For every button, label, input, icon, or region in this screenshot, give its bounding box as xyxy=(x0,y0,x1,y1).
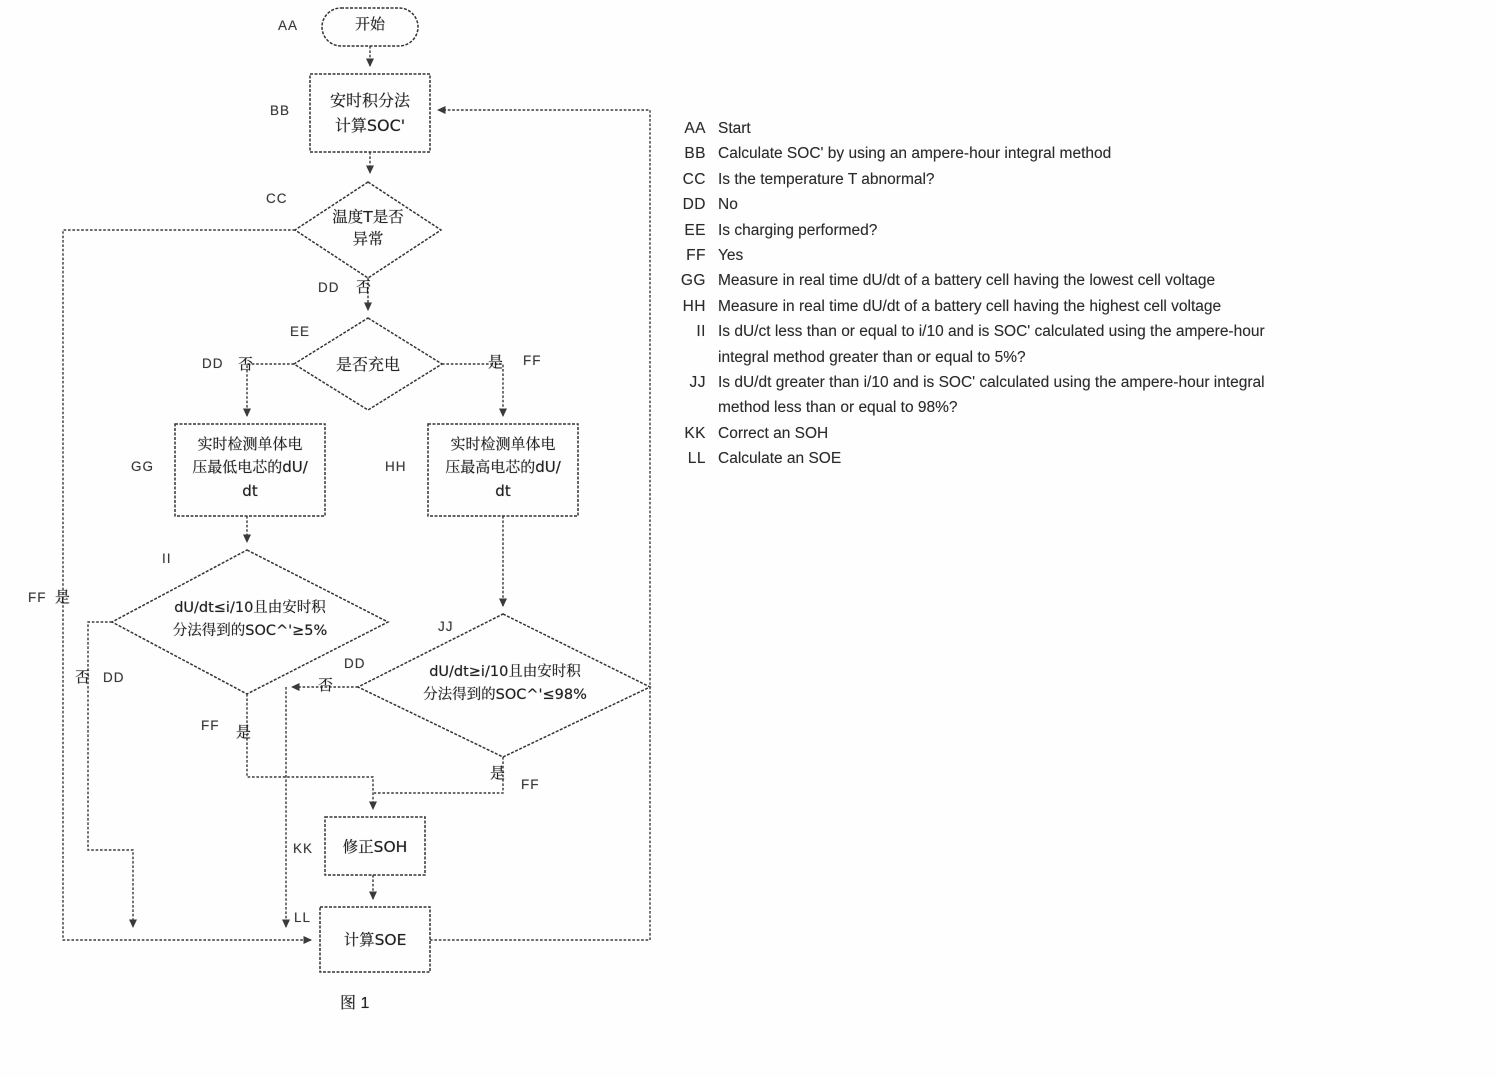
branch-ii-yes-code: FF xyxy=(201,718,220,733)
legend-item-hh: HH Measure in real time dU/dt of a battery cell having the highest cell voltage xyxy=(682,297,1222,315)
branch-ee-yes-code: FF xyxy=(523,353,542,368)
branch-jj-yes-code: FF xyxy=(521,777,540,792)
legend-item-ii: II Is dU/ct less than or equal to i/10 and is SOC' calculated using the ampere-hour integral method greater than or equal to 5%? xyxy=(696,323,1265,366)
legend-item-gg: GG Measure in real time dU/dt of a battery cell having the lowest cell voltage xyxy=(680,272,1216,290)
node-gg-label: 实时检测单体电 压最低电芯的dU/ dt xyxy=(192,435,308,500)
branch-cc-yes-code: FF xyxy=(28,590,47,605)
legend-item-dd: DD No xyxy=(682,196,738,214)
node-bb-label: 安时积分法 计算SOC' xyxy=(329,91,410,135)
reference-legend xyxy=(678,116,1438,472)
branch-ii-yes-text: 是 xyxy=(236,723,252,741)
legend-item-cc: CC Is the temperature T abnormal? xyxy=(682,170,935,188)
edge-ll-loop-to-bb xyxy=(430,110,650,940)
edge-ii-no-down xyxy=(88,622,133,927)
branch-jj-yes-text: 是 xyxy=(490,764,506,782)
node-jj-label: dU/dt≥i/10且由安时积 分法得到的SOC^'≤98% xyxy=(423,664,587,704)
branch-ii-no-text: 否 xyxy=(75,668,91,686)
branch-ee-yes-text: 是 xyxy=(488,353,504,371)
ref-code-jj: JJ xyxy=(438,619,454,634)
legend-item-kk: KK Correct an SOH xyxy=(684,424,829,442)
figure-caption: 图 1 xyxy=(340,995,370,1012)
branch-jj-no-code: DD xyxy=(344,656,366,671)
ref-code-ee: EE xyxy=(290,324,311,339)
node-cc-label: 温度T是否 异常 xyxy=(332,208,404,249)
edge-jj-yes-merge xyxy=(374,757,506,793)
node-ii-label: dU/dt≤i/10且由安时积 分法得到的SOC^'≥5% xyxy=(172,600,328,640)
ref-code-aa: AA xyxy=(278,18,299,33)
branch-ee-no-text: 否 xyxy=(238,355,254,373)
edge-ee-no-to-gg xyxy=(247,364,294,416)
node-hh-label: 实时检测单体电 压最高电芯的dU/ dt xyxy=(445,435,561,500)
ref-code-kk: KK xyxy=(293,841,314,856)
node-start-label: 开始 xyxy=(354,15,385,33)
branch-ii-no-code: DD xyxy=(103,670,125,685)
ref-code-hh: HH xyxy=(385,459,407,474)
legend-item-bb: BB Calculate SOC' by using an ampere-hour integral method xyxy=(684,145,1112,163)
ref-code-cc: CC xyxy=(266,191,288,206)
ref-code-ll: LL xyxy=(294,910,312,925)
ref-code-ii: II xyxy=(162,551,172,566)
ref-code-bb: BB xyxy=(270,103,291,118)
legend-item-jj: JJ Is dU/dt greater than i/10 and is SOC' calculated using the ampere-hour integral method less than or equal to 98%? xyxy=(689,374,1265,417)
node-kk-label: 修正SOH xyxy=(342,838,408,856)
edge-ii-yes-to-kk xyxy=(247,694,373,809)
branch-cc-yes-text: 是 xyxy=(55,588,71,606)
ref-code-gg: GG xyxy=(131,459,155,474)
node-ee-label: 是否充电 xyxy=(335,355,400,374)
legend-item-ee: EE Is charging performed? xyxy=(684,221,878,239)
legend-item-ll: LL Calculate an SOE xyxy=(687,450,842,468)
branch-ee-no-code: DD xyxy=(202,356,224,371)
branch-jj-no-text: 否 xyxy=(318,676,334,694)
branch-cc-no-code: DD xyxy=(318,280,340,295)
node-ll-label: 计算SOE xyxy=(343,931,407,949)
legend-item-ff: FF Yes xyxy=(686,247,744,265)
legend-item-aa: AA Start xyxy=(684,120,751,137)
branch-cc-no-text: 否 xyxy=(356,278,372,296)
